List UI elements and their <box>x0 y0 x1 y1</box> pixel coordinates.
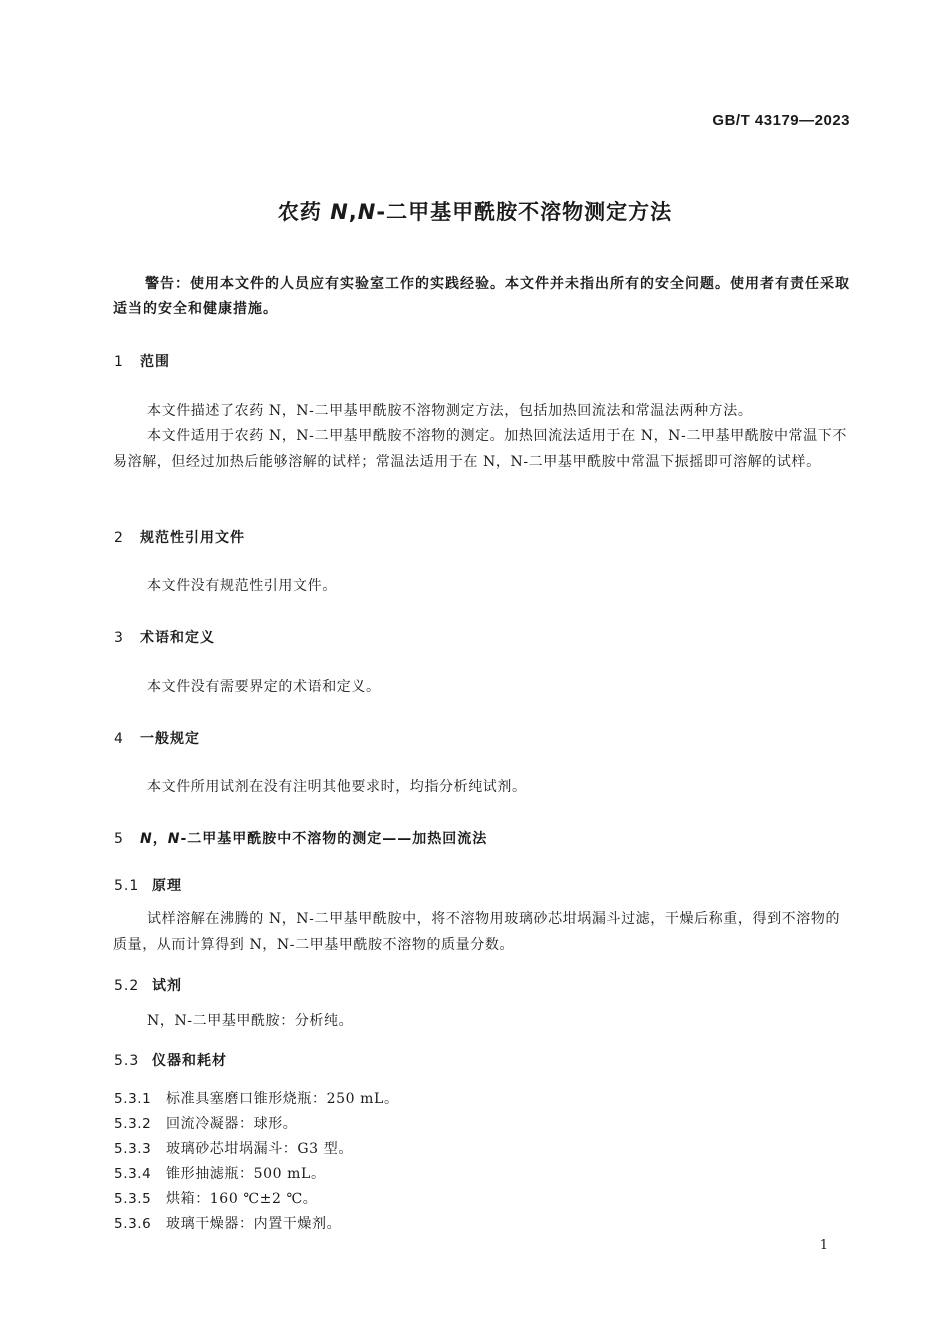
section-1-paragraph-2: 本文件适用于农药 N，N-二甲基甲酰胺不溶物的测定。加热回流法适用于在 N，N-二甲基甲酰胺中常温下不易溶解，但经过加热后能够溶解的试样；常温法适用于在 N，N-二甲基甲酰胺中常温下振摇即可溶解的试样。 <box>113 428 847 470</box>
section-3-paragraph: 本文件没有需要界定的术语和定义。 <box>147 679 381 695</box>
section-title: 范围 <box>140 354 170 370</box>
section-5-1-paragraph: 试样溶解在沸腾的 N，N-二甲基甲酰胺中，将不溶物用玻璃砂芯坩埚漏斗过滤，干燥后称重，得到不溶物的质量，从而计算得到 N，N-二甲基甲酰胺不溶物的质量分数。 <box>113 911 841 953</box>
section-number: 5.1 <box>114 878 140 894</box>
item-number: 5.3.5 <box>114 1191 152 1207</box>
title-rest: -二甲基甲酰胺不溶物测定方法 <box>376 200 673 224</box>
list-item <box>114 1163 326 1183</box>
section-5-2-heading <box>114 975 182 995</box>
section-title: 一般规定 <box>140 731 200 747</box>
title-prefix: 农药 <box>277 200 331 224</box>
list-item <box>114 1213 341 1233</box>
section-1-heading <box>114 351 170 371</box>
section-number: 2 <box>114 530 124 546</box>
section-title: 原理 <box>152 878 182 894</box>
section-number: 1 <box>114 354 124 370</box>
section-4-heading <box>114 728 200 748</box>
section-2-heading <box>114 527 245 547</box>
item-text: 回流冷凝器：球形。 <box>166 1116 298 1132</box>
section-3-heading <box>114 627 215 647</box>
section-number: 4 <box>114 731 124 747</box>
section-title: 仪器和耗材 <box>152 1053 227 1069</box>
item-text: 标准具塞磨口锥形烧瓶：250 mL。 <box>166 1091 399 1107</box>
section-number: 5.2 <box>114 978 140 994</box>
item-number: 5.3.3 <box>114 1141 152 1157</box>
item-number: 5.3.1 <box>114 1091 152 1107</box>
item-text: 烘箱：160 ℃±2 ℃。 <box>166 1191 318 1207</box>
section-5-n2: N <box>167 831 181 847</box>
warning-paragraph: 警告：使用本文件的人员应有实验室工作的实践经验。本文件并未指出所有的安全问题。使用者有责任采取适当的安全和健康措施。 <box>113 276 850 317</box>
section-title: 试剂 <box>152 978 182 994</box>
item-number: 5.3.6 <box>114 1216 152 1232</box>
title-n2: N <box>357 200 377 224</box>
section-number: 3 <box>114 630 124 646</box>
section-5-2-paragraph: N，N-二甲基甲酰胺：分析纯。 <box>147 1013 354 1029</box>
item-text: 锥形抽滤瓶：500 mL。 <box>166 1166 326 1182</box>
section-5-heading <box>114 828 487 848</box>
item-text: 玻璃干燥器：内置干燥剂。 <box>166 1216 342 1232</box>
section-2-paragraph: 本文件没有规范性引用文件。 <box>147 578 337 594</box>
section-5-1-heading <box>114 875 182 895</box>
item-number: 5.3.4 <box>114 1166 152 1182</box>
item-text: 玻璃砂芯坩埚漏斗：G3 型。 <box>166 1141 353 1157</box>
page-number: 1 <box>819 1238 828 1253</box>
section-5-sep: ， <box>152 831 168 847</box>
list-item <box>114 1188 317 1208</box>
section-5-n1: N <box>140 831 153 847</box>
list-item <box>114 1088 399 1108</box>
section-title: 规范性引用文件 <box>140 530 245 546</box>
section-title: 术语和定义 <box>140 630 215 646</box>
title-n1: N <box>330 200 349 224</box>
section-4-paragraph: 本文件所用试剂在没有注明其他要求时，均指分析纯试剂。 <box>147 779 527 795</box>
section-number: 5.3 <box>114 1053 140 1069</box>
section-1-paragraph-1: 本文件描述了农药 N，N-二甲基甲酰胺不溶物测定方法，包括加热回流法和常温法两种方法。 <box>147 403 753 419</box>
section-title: -二甲基甲酰胺中不溶物的测定——加热回流法 <box>180 831 488 847</box>
item-number: 5.3.2 <box>114 1116 152 1132</box>
list-item <box>114 1138 353 1158</box>
standard-code: GB/T 43179—2023 <box>712 112 850 129</box>
document-title <box>0 196 950 226</box>
section-number: 5 <box>114 831 124 847</box>
title-sep: , <box>348 200 358 224</box>
list-item <box>114 1113 297 1133</box>
section-5-3-heading <box>114 1050 227 1070</box>
